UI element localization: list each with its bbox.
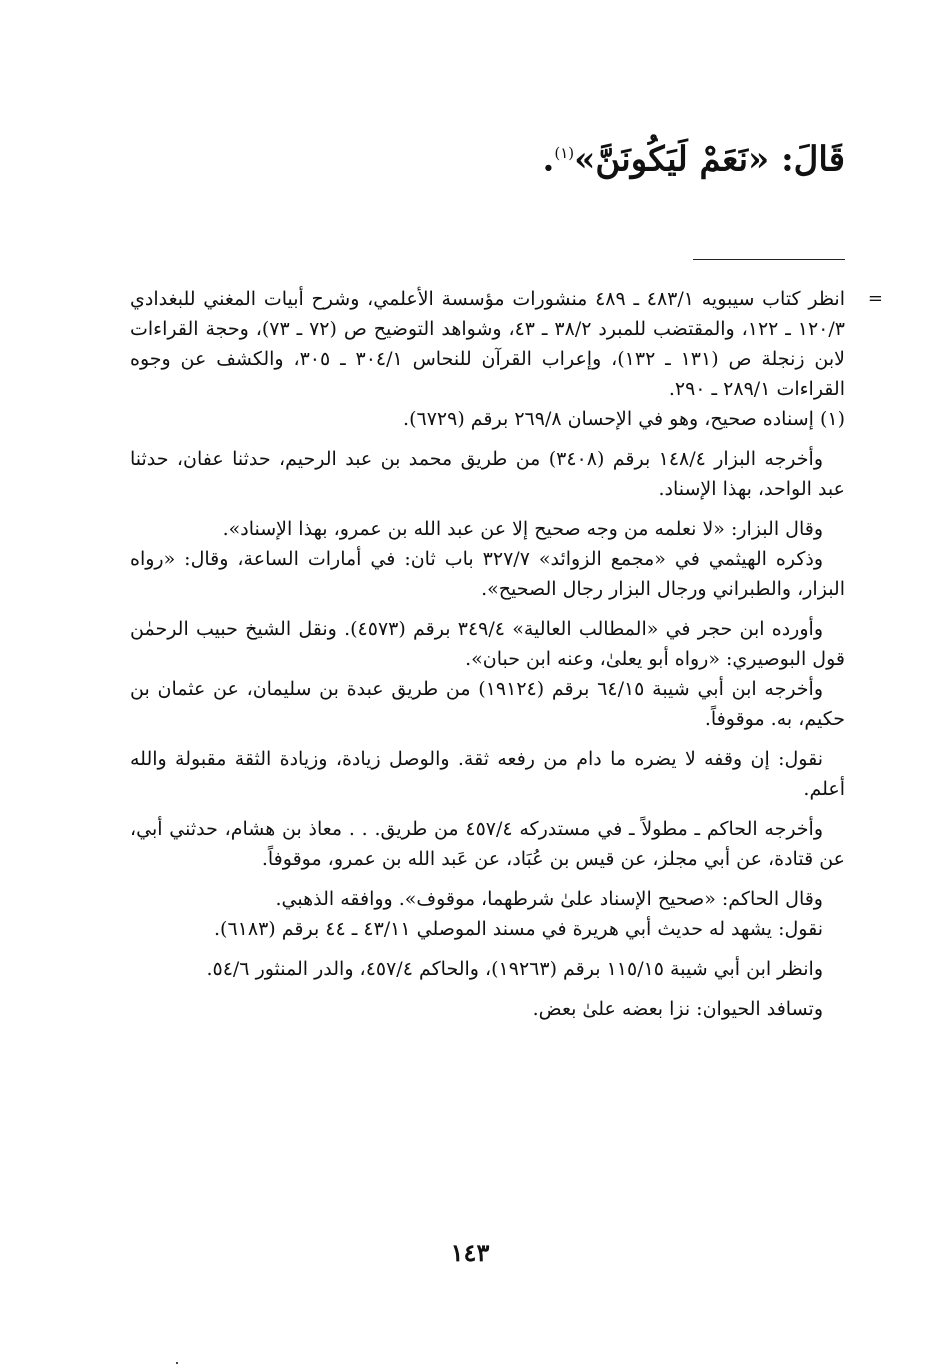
continuation-mark: = — [867, 288, 883, 309]
page-number: ١٤٣ — [450, 1238, 490, 1267]
footnote-1: (١) إسناده صحيح، وهو في الإحسان ٢٦٩/٨ برقم (٦٧٢٩). — [403, 408, 845, 430]
footnote-paragraph: وأخرجه البزار ١٤٨/٤ برقم (٣٤٠٨) من طريق محمد بن عبد الرحيم، حدثنا عفان، حدثنا عبد الواحد، بهذا الإسناد. — [130, 448, 845, 500]
continuation-text: انظر كتاب سيبويه ٤٨٣/١ ـ ٤٨٩ منشورات مؤسسة الأعلمي، وشرح أبيات المغني للبغدادي ١٢٠/٣ ـ ١٢٢، والمقتضب للمبرد ٣٨/٢ ـ ٤٣، وشواهد التوضيح ص (٧٢ ـ ٧٣)، وحجة القراءات لابن زنجلة ص (١٣١ ـ ١٣٢)، وإعراب القرآن للنحاس ٣٠٤/١ ـ ٣٠٥، والكشف عن وجوه القراءات ٢٨٩/١ ـ ٢٩٠. — [130, 288, 845, 400]
footnote-paragraph: وانظر ابن أبي شيبة ١١٥/١٥ برقم (١٩٢٦٣)، والحاكم ٤٥٧/٤، والدر المنثور ٥٤/٦. — [206, 958, 823, 980]
footnote-paragraph: وذكره الهيثمي في «مجمع الزوائد» ٣٢٧/٧ باب ثان: في أمارات الساعة، وقال: «رواه البزار، والطبراني ورجال البزار رجال الصحيح». — [130, 548, 845, 600]
footnote-reference: (١) — [554, 144, 575, 162]
footnote-paragraph: نقول: يشهد له حديث أبي هريرة في مسند الموصلي ٤٣/١١ ـ ٤٤ برقم (٦١٨٣). — [214, 918, 823, 940]
footnote-paragraph: وأورده ابن حجر في «المطالب العالية» ٣٤٩/٤ برقم (٤٥٧٣). ونقل الشيخ حبيب الرحمٰن قول البوصيري: «رواه أبو يعلىٰ، وعنه ابن حبان». — [130, 618, 845, 670]
main-text-line — [125, 128, 845, 184]
heading-text: قَالَ: «نَعَمْ لَيَكُونَنَّ» — [574, 139, 845, 180]
footnote-paragraph: وقال البزار: «لا نعلمه من وجه صحيح إلا عن عبد الله بن عمرو، بهذا الإسناد». — [222, 518, 823, 540]
heading-end: . — [542, 139, 555, 180]
footnote-separator — [693, 259, 845, 260]
footnote-continuation — [130, 284, 883, 404]
footnote-paragraph: وتسافد الحيوان: نزا بعضه علىٰ بعض. — [532, 998, 823, 1020]
footnotes-block — [130, 284, 883, 1024]
footnote-paragraph: وأخرجه ابن أبي شيبة ٦٤/١٥ برقم (١٩١٢٤) من طريق عبدة بن سليمان، عن عثمان بن حكيم، به. موقوفاً. — [130, 678, 845, 730]
scan-speck — [176, 1362, 178, 1364]
footnote-paragraph: وأخرجه الحاكم ـ مطولاً ـ في مستدركه ٤٥٧/٤ من طريق. . . معاذ بن هشام، حدثني أبي، عن قتادة، عن أبي مجلز، عن قيس بن عُبَاد، عن عَبد الله بن عمرو، موقوفاً. — [130, 818, 845, 870]
footnote-paragraph: وقال الحاكم: «صحيح الإسناد علىٰ شرطهما، موقوف». ووافقه الذهبي. — [275, 888, 823, 910]
footnote-paragraph: نقول: إن وقفه لا يضره ما دام من رفعه ثقة. والوصل زيادة، وزيادة الثقة مقبولة والله أعلم. — [130, 748, 845, 800]
